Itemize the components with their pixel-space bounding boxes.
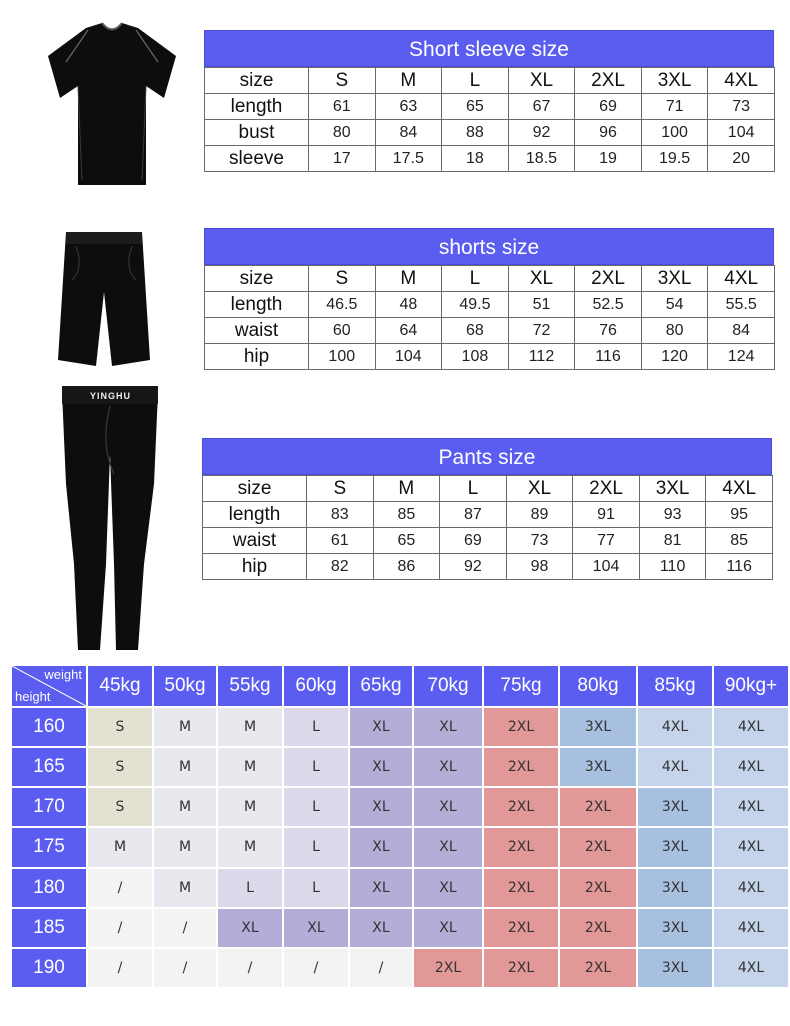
size-header-cell: 2XL [573,476,640,502]
measurement-value: 104 [708,120,775,146]
recommended-size-cell: 3XL [638,828,712,866]
shorts-size-block [204,228,774,370]
recommended-size-cell: / [218,949,282,987]
recommended-size-cell: M [218,828,282,866]
measurement-label: length [203,502,307,528]
height-header-cell: 175 [12,828,86,866]
measurement-value: 91 [573,502,640,528]
recommended-size-cell: / [284,949,348,987]
size-header-cell: S [307,476,374,502]
recommended-size-cell: 3XL [638,869,712,907]
measurement-value: 64 [375,318,442,344]
recommended-size-cell: XL [414,748,482,786]
recommended-size-cell: / [88,909,152,947]
height-row [12,788,788,826]
measurement-value: 60 [309,318,376,344]
tshirt-image [36,20,188,192]
measurement-value: 17.5 [375,146,442,172]
measurement-value: 46.5 [309,292,376,318]
recommended-size-cell: XL [414,788,482,826]
recommended-size-cell: 4XL [638,748,712,786]
measurement-value: 48 [375,292,442,318]
height-row [12,828,788,866]
height-row [12,708,788,746]
short-sleeve-size-block [204,30,774,172]
measurement-value: 49.5 [442,292,509,318]
recommended-size-cell: 2XL [560,949,636,987]
height-header-cell: 165 [12,748,86,786]
weight-label: weight [44,667,82,682]
weight-header-cell: 75kg [484,666,558,706]
size-table [204,67,775,172]
measurement-row [205,318,775,344]
recommended-size-cell: / [154,909,216,947]
recommended-size-cell: XL [350,708,412,746]
recommended-size-cell: / [88,949,152,987]
weight-header-cell: 45kg [88,666,152,706]
recommended-size-cell: 3XL [638,788,712,826]
measurement-row [203,554,773,580]
measurement-label: hip [205,344,309,370]
recommended-size-cell: 2XL [484,788,558,826]
size-table [202,475,773,580]
recommended-size-cell: XL [284,909,348,947]
recommended-size-cell: 2XL [484,909,558,947]
recommended-size-cell: L [284,869,348,907]
recommended-size-cell: XL [414,828,482,866]
measurement-value: 72 [508,318,575,344]
measurement-row [205,120,775,146]
size-header-cell: 3XL [639,476,706,502]
size-header-cell: 4XL [706,476,773,502]
measurement-value: 54 [641,292,708,318]
recommended-size-cell: XL [414,869,482,907]
measurement-value: 92 [440,554,507,580]
recommended-size-cell: XL [218,909,282,947]
recommended-size-cell: M [218,788,282,826]
measurement-row [203,502,773,528]
measurement-row [205,146,775,172]
measurement-value: 19.5 [641,146,708,172]
size-header-cell: 4XL [708,68,775,94]
measurement-value: 98 [506,554,573,580]
recommended-size-cell: L [284,708,348,746]
measurement-label: waist [205,318,309,344]
weight-header-cell: 55kg [218,666,282,706]
recommended-size-cell: 3XL [638,949,712,987]
recommended-size-cell: 4XL [714,909,788,947]
size-header-cell: XL [506,476,573,502]
weight-header-cell: 85kg [638,666,712,706]
size-column-label: size [205,266,309,292]
recommended-size-cell: 2XL [560,828,636,866]
recommended-size-cell: XL [350,869,412,907]
recommended-size-cell: S [88,748,152,786]
shorts-image [54,228,154,374]
matrix-corner [12,666,86,706]
pants-size-block [202,438,772,580]
measurement-value: 65 [442,94,509,120]
recommended-size-cell: 4XL [638,708,712,746]
measurement-value: 96 [575,120,642,146]
size-header-cell: M [373,476,440,502]
weight-header-cell: 65kg [350,666,412,706]
measurement-row [203,528,773,554]
measurement-value: 81 [639,528,706,554]
size-header-cell: L [442,68,509,94]
measurement-value: 61 [309,94,376,120]
height-header-cell: 180 [12,869,86,907]
size-column-label: size [205,68,309,94]
recommended-size-cell: XL [350,788,412,826]
measurement-value: 82 [307,554,374,580]
recommended-size-cell: 4XL [714,828,788,866]
height-row [12,748,788,786]
recommended-size-cell: M [154,748,216,786]
height-header-cell: 185 [12,909,86,947]
recommended-size-cell: M [154,828,216,866]
recommended-size-cell: 4XL [714,708,788,746]
measurement-value: 116 [575,344,642,370]
measurement-value: 77 [573,528,640,554]
size-header-row [205,68,775,94]
recommended-size-cell: L [284,788,348,826]
recommended-size-cell: / [154,949,216,987]
size-header-cell: 3XL [641,68,708,94]
measurement-label: waist [203,528,307,554]
measurement-label: length [205,292,309,318]
height-header-cell: 190 [12,949,86,987]
measurement-value: 73 [708,94,775,120]
measurement-value: 17 [309,146,376,172]
height-row [12,909,788,947]
waistband-text: YINGHU [90,391,132,401]
recommended-size-cell: 2XL [560,869,636,907]
recommended-size-cell: 4XL [714,869,788,907]
measurement-row [205,94,775,120]
measurement-value: 84 [708,318,775,344]
recommended-size-cell: 4XL [714,788,788,826]
measurement-label: length [205,94,309,120]
measurement-value: 85 [706,528,773,554]
measurement-value: 71 [641,94,708,120]
measurement-value: 68 [442,318,509,344]
measurement-value: 116 [706,554,773,580]
measurement-value: 20 [708,146,775,172]
size-header-cell: XL [508,68,575,94]
measurement-value: 104 [375,344,442,370]
measurement-value: 110 [639,554,706,580]
measurement-value: 85 [373,502,440,528]
measurement-value: 104 [573,554,640,580]
size-header-cell: 4XL [708,266,775,292]
recommended-size-cell: XL [350,748,412,786]
measurement-value: 73 [506,528,573,554]
recommended-size-cell: S [88,788,152,826]
measurement-value: 55.5 [708,292,775,318]
measurement-value: 80 [641,318,708,344]
block-title: Pants size [202,438,772,475]
measurement-value: 108 [442,344,509,370]
size-header-cell: 2XL [575,266,642,292]
measurement-row [205,292,775,318]
measurement-value: 67 [508,94,575,120]
recommended-size-cell: M [218,748,282,786]
measurement-value: 83 [307,502,374,528]
weight-header-cell: 70kg [414,666,482,706]
measurement-value: 65 [373,528,440,554]
recommended-size-cell: L [284,748,348,786]
recommended-size-cell: XL [350,828,412,866]
recommended-size-cell: M [154,869,216,907]
size-column-label: size [203,476,307,502]
recommended-size-cell: XL [350,909,412,947]
recommended-size-cell: L [218,869,282,907]
recommended-size-cell: 2XL [560,909,636,947]
measurement-value: 84 [375,120,442,146]
measurement-value: 100 [309,344,376,370]
measurement-value: 124 [708,344,775,370]
size-header-row [203,476,773,502]
size-header-row [205,266,775,292]
size-header-cell: 3XL [641,266,708,292]
measurement-value: 112 [508,344,575,370]
height-header-cell: 170 [12,788,86,826]
measurement-value: 89 [506,502,573,528]
measurement-value: 100 [641,120,708,146]
measurement-value: 63 [375,94,442,120]
measurement-label: bust [205,120,309,146]
height-header-cell: 160 [12,708,86,746]
height-row [12,869,788,907]
size-header-cell: 2XL [575,68,642,94]
recommended-size-cell: 4XL [714,748,788,786]
size-header-cell: M [375,266,442,292]
measurement-label: sleeve [205,146,309,172]
height-label: height [15,689,51,704]
measurement-value: 88 [442,120,509,146]
measurement-value: 120 [641,344,708,370]
measurement-value: 95 [706,502,773,528]
size-table [204,265,775,370]
measurement-value: 19 [575,146,642,172]
measurement-value: 87 [440,502,507,528]
recommended-size-cell: 3XL [638,909,712,947]
pants-image [54,384,166,656]
size-header-cell: L [442,266,509,292]
measurement-value: 76 [575,318,642,344]
size-header-cell: S [309,266,376,292]
recommended-size-cell: 2XL [484,949,558,987]
recommended-size-cell: L [284,828,348,866]
measurement-value: 61 [307,528,374,554]
measurement-row [205,344,775,370]
height-row [12,949,788,987]
recommended-size-cell: XL [414,708,482,746]
weight-header-cell: 50kg [154,666,216,706]
size-header-cell: M [375,68,442,94]
measurement-value: 80 [309,120,376,146]
recommended-size-cell: M [154,708,216,746]
weight-header-cell: 60kg [284,666,348,706]
weight-header-cell: 80kg [560,666,636,706]
recommended-size-cell: 4XL [714,949,788,987]
recommended-size-cell: / [350,949,412,987]
measurement-value: 92 [508,120,575,146]
size-header-cell: XL [508,266,575,292]
recommended-size-cell: / [88,869,152,907]
measurement-value: 69 [440,528,507,554]
measurement-value: 93 [639,502,706,528]
recommended-size-cell: 2XL [560,788,636,826]
measurement-value: 52.5 [575,292,642,318]
recommended-size-cell: 2XL [484,748,558,786]
recommended-size-cell: 2XL [484,708,558,746]
measurement-value: 86 [373,554,440,580]
recommended-size-cell: M [218,708,282,746]
block-title: Short sleeve size [204,30,774,67]
measurement-value: 18 [442,146,509,172]
recommended-size-cell: XL [414,909,482,947]
recommended-size-cell: 2XL [484,869,558,907]
measurement-label: hip [203,554,307,580]
measurement-value: 69 [575,94,642,120]
recommended-size-cell: M [88,828,152,866]
measurement-value: 51 [508,292,575,318]
size-recommendation-matrix [10,664,790,989]
recommended-size-cell: S [88,708,152,746]
recommended-size-cell: 3XL [560,748,636,786]
size-header-cell: L [440,476,507,502]
block-title: shorts size [204,228,774,265]
recommended-size-cell: M [154,788,216,826]
weight-header-cell: 90kg+ [714,666,788,706]
recommended-size-cell: 2XL [484,828,558,866]
recommended-size-cell: 2XL [414,949,482,987]
measurement-value: 18.5 [508,146,575,172]
size-header-cell: S [309,68,376,94]
recommended-size-cell: 3XL [560,708,636,746]
